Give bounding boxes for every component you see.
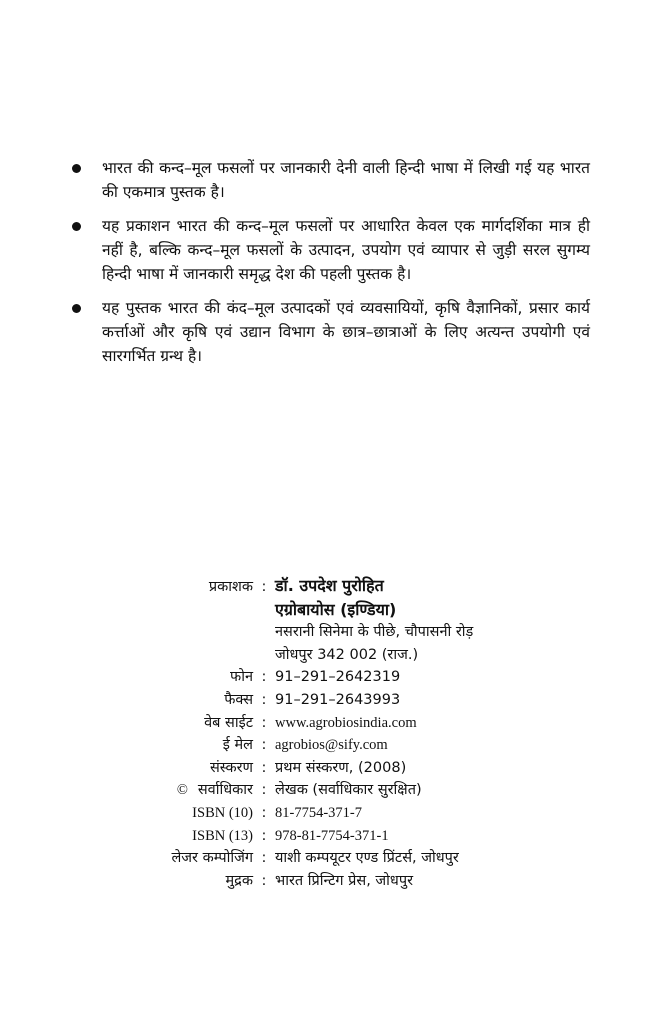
separator: :: [261, 714, 267, 731]
address-line-1: नसरानी सिनेमा के पीछे, चौपासनी रोड़: [275, 624, 474, 641]
imprint-row-publisher: [110, 575, 590, 599]
phone-label: फोन: [230, 669, 253, 686]
bullet-item: [72, 156, 590, 204]
fax-label: फैक्स: [224, 691, 253, 708]
printer-label: मुद्रक: [225, 872, 253, 889]
imprint-row-fax: [110, 689, 590, 712]
imprint-row-publisher-org: [110, 599, 590, 622]
imprint-row-email: [110, 734, 590, 757]
publisher-name: डॉ. उपदेश पुरोहित: [275, 576, 384, 595]
bullet-text: यह पुस्तक भारत की कंद–मूल उत्पादकों एवं व्यवसायियों, कृषि वैज्ञानिकों, प्रसार कार्य कर्त्ताओं और कृषि एवं उद्यान विभाग के छात्र–छात्राओं के लिए अत्यन्त उपयोगी एवं सारगर्भित ग्रन्थ है।: [102, 299, 590, 365]
imprint-row-address-2: [110, 644, 590, 667]
separator: :: [261, 691, 267, 708]
website-url: www.agrobiosindia.com: [275, 714, 417, 731]
imprint-row-website: [110, 712, 590, 735]
isbn10-label: ISBN (10): [192, 804, 253, 821]
bullet-item: [72, 214, 590, 286]
bullet-dot-icon: [72, 222, 81, 231]
feature-bullet-list: [72, 156, 590, 378]
edition-value: प्रथम संस्करण, (2008): [275, 759, 407, 776]
website-label: वेब साईट: [204, 714, 253, 731]
imprint-row-typesetting: [110, 847, 590, 870]
typesetting-label: लेजर कम्पोजिंग: [171, 850, 253, 867]
imprint-row-isbn10: [110, 802, 590, 825]
separator: :: [261, 737, 267, 754]
rights-label-group: [110, 779, 253, 802]
separator: :: [261, 759, 267, 776]
imprint-row-isbn13: [110, 825, 590, 848]
bullet-dot-icon: [72, 304, 81, 313]
email-label: ई मेल: [222, 737, 253, 754]
printer-value: भारत प्रिन्टिग प्रेस, जोधपुर: [275, 872, 414, 889]
publication-imprint: [110, 575, 590, 892]
separator: :: [261, 579, 267, 595]
imprint-row-phone: [110, 666, 590, 689]
separator: :: [261, 827, 267, 844]
phone-number: 91–291–2642319: [275, 669, 401, 686]
rights-label: सर्वाधिकार: [197, 782, 253, 799]
address-line-2: जोधपुर 342 002 (राज.): [275, 646, 419, 663]
email-address: agrobios@sify.com: [275, 737, 388, 754]
separator: :: [261, 669, 267, 686]
publisher-label: प्रकाशक: [208, 579, 253, 595]
separator: :: [261, 872, 267, 889]
edition-label: संस्करण: [210, 759, 253, 776]
typesetting-value: याशी कम्पयूटर एण्ड प्रिंटर्स, जोधपुर: [275, 850, 459, 867]
publisher-org: एग्रोबायोस (इण्डिया): [275, 599, 397, 619]
fax-number: 91–291–2643993: [275, 691, 401, 708]
separator: :: [261, 804, 267, 821]
isbn13-label: ISBN (13): [192, 827, 253, 844]
isbn10-value: 81-7754-371-7: [275, 804, 362, 821]
imprint-row-rights: [110, 779, 590, 802]
isbn13-value: 978-81-7754-371-1: [275, 827, 389, 844]
copyright-icon: ©: [176, 782, 188, 799]
rights-value: लेखक (सर्वाधिकार सुरक्षित): [275, 782, 422, 799]
imprint-row-edition: [110, 757, 590, 780]
separator: :: [261, 782, 267, 799]
bullet-dot-icon: [72, 164, 81, 173]
bullet-text: भारत की कन्द–मूल फसलों पर जानकारी देनी वाली हिन्दी भाषा में लिखी गई यह भारत की एकमात्र पुस्तक है।: [102, 159, 590, 201]
bullet-text: यह प्रकाशन भारत की कन्द–मूल फसलों पर आधारित केवल एक मार्गदर्शिका मात्र ही नहीं है, बल्कि कन्द–मूल फसलों के उत्पादन, उपयोग एवं व्यापार से जुड़ी सरल सुगम्य हिन्दी भाषा में जानकारी समृद्ध देश की पहली पुस्तक है।: [102, 217, 590, 283]
bullet-item: [72, 296, 590, 368]
imprint-row-address-1: [110, 621, 590, 644]
imprint-row-printer: [110, 870, 590, 893]
separator: :: [261, 850, 267, 867]
